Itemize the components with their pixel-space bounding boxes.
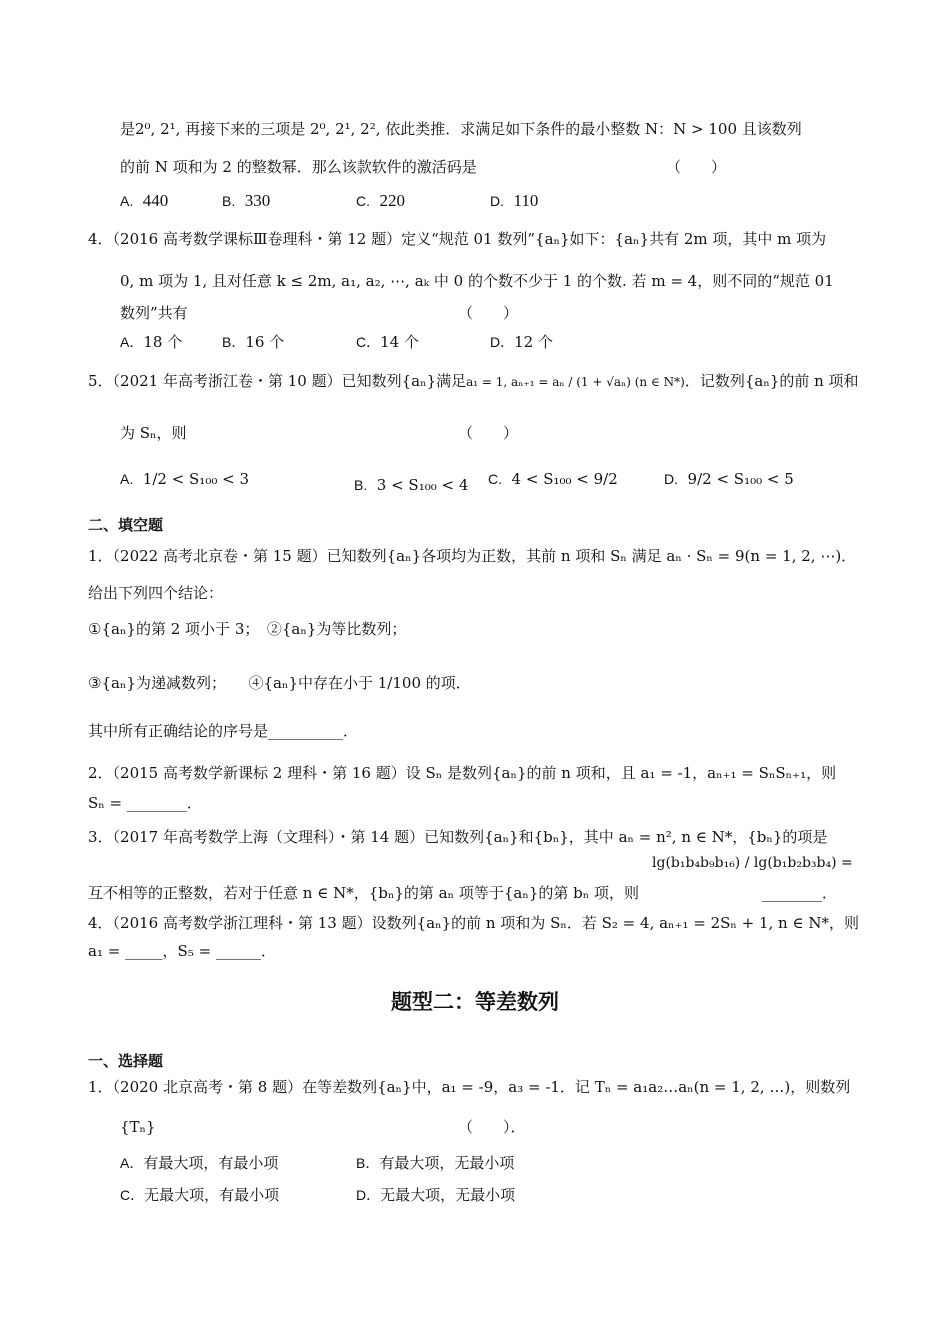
t1-option-a: A．有最大项，有最小项 bbox=[120, 1154, 279, 1172]
q5-option-b: B. 3 < S₁₀₀ < 4 bbox=[354, 476, 469, 494]
f3-blank: ________． bbox=[762, 884, 838, 902]
q4-line1: 4．（2016 高考数学课标Ⅲ卷理科・第 12 题）定义“规范 01 数列”{aₙ}如下：{aₙ}共有 2m 项，其中 m 项为 bbox=[88, 230, 827, 248]
q3-sequence-text: 2⁰, 2¹, 再接下来的三项是 2⁰, 2¹, 2², 依此类推．求满足如下条件的最小整数 N：N > 100 且该数列 bbox=[135, 120, 802, 138]
q4-option-d: D．12 个 bbox=[490, 333, 553, 351]
section-heading-fill: 二、填空题 bbox=[88, 517, 164, 534]
t1-option-c: C．无最大项，有最小项 bbox=[120, 1186, 280, 1204]
section-heading-choice: 一、选择题 bbox=[88, 1053, 164, 1070]
q5-formula: a₁ = 1, aₙ₊₁ = aₙ / (1 + √aₙ) (n ∈ N*) bbox=[466, 375, 685, 389]
q5-line1: 5．（2021 年高考浙江卷・第 10 题）已知数列{aₙ}满足a₁ = 1, aₙ₊₁ = aₙ / (1 + √aₙ) (n ∈ N*)．记数列{aₙ}的前 n 项和 bbox=[88, 372, 859, 390]
f1-line2: 给出下列四个结论： bbox=[88, 584, 224, 602]
t1-option-d: D．无最大项，无最小项 bbox=[356, 1186, 516, 1204]
t1-line1: 1．（2020 北京高考・第 8 题）在等差数列{aₙ}中，a₁ = -9，a₃ = -1．记 Tₙ = a₁a₂…aₙ(n = 1, 2, …)，则数列 bbox=[88, 1078, 851, 1096]
t1-option-b: B．有最大项，无最小项 bbox=[356, 1154, 515, 1172]
q5-option-c: C. 4 < S₁₀₀ < 9/2 bbox=[488, 470, 618, 488]
q4-option-a: A．18 个 bbox=[120, 333, 183, 351]
q3-option-c: C. 220 bbox=[356, 191, 406, 210]
q5-line2: 为 Sₙ，则 bbox=[120, 424, 187, 442]
f4-line1: 4．（2016 高考数学浙江理科・第 13 题）设数列{aₙ}的前 n 项和为 Sₙ．若 S₂ = 4, aₙ₊₁ = 2Sₙ + 1, n ∈ N*，则 bbox=[88, 914, 859, 932]
q3-option-d: D. 110 bbox=[490, 191, 539, 210]
f4-line2: a₁ = _____，S₅ = ______． bbox=[88, 942, 276, 960]
f2-line1: 2．（2015 高考数学新课标 2 理科・第 16 题）设 Sₙ 是数列{aₙ}的前 n 项和，且 a₁ = -1，aₙ₊₁ = SₙSₙ₊₁，则 bbox=[88, 764, 837, 782]
q4-paren: （ ） bbox=[458, 304, 519, 322]
q4-option-c: C．14 个 bbox=[356, 333, 419, 351]
f3-fraction: lg(b₁b₄b₉b₁₆) / lg(b₁b₂b₃b₄) = bbox=[652, 855, 853, 871]
f2-line2: Sₙ = ________． bbox=[88, 794, 202, 812]
f1-line1: 1．（2022 高考北京卷・第 15 题）已知数列{aₙ}各项均为正数，其前 n 项和 Sₙ 满足 aₙ · Sₙ = 9(n = 1, 2, ⋯)． bbox=[88, 547, 857, 565]
q3-paren: （ ） bbox=[666, 158, 727, 176]
f1-line4: ③{aₙ}为递减数列； ④{aₙ}中存在小于 1/100 的项． bbox=[88, 674, 471, 692]
f1-line5: 其中所有正确结论的序号是__________． bbox=[88, 722, 359, 740]
q4-option-b: B．16 个 bbox=[222, 333, 285, 351]
q3-line2: 的前 N 项和为 2 的整数幂．那么该款软件的激活码是 bbox=[120, 158, 477, 176]
f3-line1: 3．（2017 年高考数学上海（文理科）・第 14 题）已知数列{aₙ}和{bₙ}，其中 aₙ = n², n ∈ N*，{bₙ}的项是 bbox=[88, 828, 828, 846]
q5-paren: （ ） bbox=[458, 424, 519, 442]
type2-title: 题型二：等差数列 bbox=[391, 990, 559, 1014]
f1-line3: ①{aₙ}的第 2 项小于 3； ②{aₙ}为等比数列； bbox=[88, 620, 407, 638]
q3-option-b: B. 330 bbox=[222, 191, 271, 210]
t1-line2: {Tₙ} bbox=[120, 1118, 156, 1136]
q3-line1: 是2⁰, 2¹, 再接下来的三项是 2⁰, 2¹, 2², 依此类推．求满足如下条件的最小整数 N：N > 100 且该数列 bbox=[120, 120, 802, 138]
q4-line3: 数列”共有 bbox=[120, 304, 188, 322]
q3-option-a: A. 440 bbox=[120, 191, 169, 210]
t1-paren: （ ）． bbox=[458, 1118, 526, 1136]
q4-line2: 0, m 项为 1, 且对任意 k ≤ 2m, a₁, a₂, ⋯, aₖ 中 0 的个数不少于 1 的个数. 若 m = 4，则不同的“规范 01 bbox=[120, 272, 834, 290]
q5-option-a: A. 1/2 < S₁₀₀ < 3 bbox=[120, 470, 249, 488]
f3-line2: 互不相等的正整数，若对于任意 n ∈ N*，{bₙ}的第 aₙ 项等于{aₙ}的第 bₙ 项，则 bbox=[88, 884, 639, 902]
q5-option-d: D. 9/2 < S₁₀₀ < 5 bbox=[664, 470, 794, 488]
